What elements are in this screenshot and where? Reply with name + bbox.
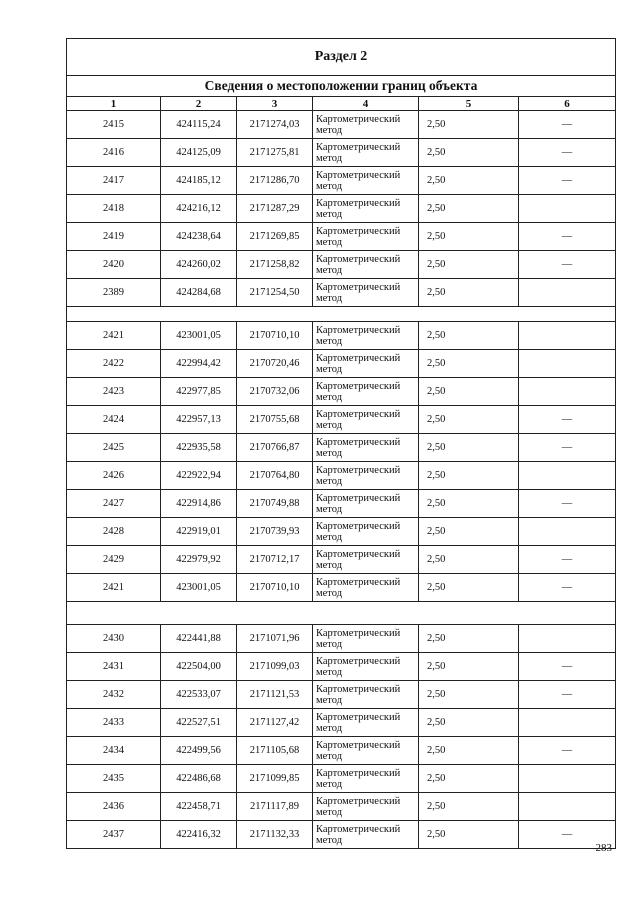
x-coordinate-cell: 424238,64 (161, 223, 237, 251)
column-6-cell: — (519, 434, 616, 462)
point-number-cell: 2389 (67, 279, 161, 307)
document-sheet (66, 38, 615, 849)
accuracy-cell: 2,50 (419, 765, 519, 793)
method-cell: Картометрический метод (313, 821, 419, 849)
method-cell: Картометрический метод (313, 167, 419, 195)
y-coordinate-cell: 2171258,82 (237, 251, 313, 279)
method-cell: Картометрический метод (313, 322, 419, 350)
x-coordinate-cell: 422527,51 (161, 709, 237, 737)
column-header: 4 (313, 97, 419, 111)
x-coordinate-cell: 422441,88 (161, 625, 237, 653)
accuracy-cell: 2,50 (419, 378, 519, 406)
x-coordinate-cell: 422486,68 (161, 765, 237, 793)
column-6-cell: — (519, 546, 616, 574)
x-coordinate-cell: 422914,86 (161, 490, 237, 518)
y-coordinate-cell: 2170755,68 (237, 406, 313, 434)
point-number-cell: 2425 (67, 434, 161, 462)
table-row (67, 251, 616, 279)
y-coordinate-cell: 2171274,03 (237, 111, 313, 139)
column-header: 2 (161, 97, 237, 111)
method-cell: Картометрический метод (313, 709, 419, 737)
y-coordinate-cell: 2171099,85 (237, 765, 313, 793)
accuracy-cell: 2,50 (419, 195, 519, 223)
x-coordinate-cell: 424284,68 (161, 279, 237, 307)
method-cell: Картометрический метод (313, 793, 419, 821)
method-cell: Картометрический метод (313, 737, 419, 765)
table-row (67, 279, 616, 307)
x-coordinate-cell: 422533,07 (161, 681, 237, 709)
page-number: 283 (595, 842, 612, 854)
point-number-cell: 2429 (67, 546, 161, 574)
y-coordinate-cell: 2171117,89 (237, 793, 313, 821)
column-6-cell (519, 322, 616, 350)
method-cell: Картометрический метод (313, 625, 419, 653)
point-number-cell: 2424 (67, 406, 161, 434)
table-row (67, 462, 616, 490)
x-coordinate-cell: 424185,12 (161, 167, 237, 195)
method-cell: Картометрический метод (313, 279, 419, 307)
accuracy-cell: 2,50 (419, 681, 519, 709)
point-number-cell: 2416 (67, 139, 161, 167)
column-header: 1 (67, 97, 161, 111)
point-number-cell: 2428 (67, 518, 161, 546)
accuracy-cell: 2,50 (419, 279, 519, 307)
column-6-cell: — (519, 681, 616, 709)
y-coordinate-cell: 2170749,88 (237, 490, 313, 518)
column-6-cell: — (519, 139, 616, 167)
y-coordinate-cell: 2171127,42 (237, 709, 313, 737)
y-coordinate-cell: 2170720,46 (237, 350, 313, 378)
point-number-cell: 2420 (67, 251, 161, 279)
table-row (67, 111, 616, 139)
column-header: 3 (237, 97, 313, 111)
y-coordinate-cell: 2171099,03 (237, 653, 313, 681)
column-6-cell (519, 279, 616, 307)
point-number-cell: 2434 (67, 737, 161, 765)
method-cell: Картометрический метод (313, 251, 419, 279)
table-row (67, 574, 616, 602)
separator-cell (67, 602, 616, 625)
boundary-table (66, 38, 616, 849)
x-coordinate-cell: 424216,12 (161, 195, 237, 223)
method-cell: Картометрический метод (313, 195, 419, 223)
accuracy-cell: 2,50 (419, 139, 519, 167)
method-cell: Картометрический метод (313, 546, 419, 574)
x-coordinate-cell: 422935,58 (161, 434, 237, 462)
column-6-cell (519, 195, 616, 223)
column-6-cell: — (519, 653, 616, 681)
x-coordinate-cell: 424260,02 (161, 251, 237, 279)
accuracy-cell: 2,50 (419, 546, 519, 574)
column-6-cell: — (519, 223, 616, 251)
table-row (67, 546, 616, 574)
x-coordinate-cell: 422977,85 (161, 378, 237, 406)
point-number-cell: 2437 (67, 821, 161, 849)
column-6-cell: — (519, 167, 616, 195)
accuracy-cell: 2,50 (419, 793, 519, 821)
y-coordinate-cell: 2170739,93 (237, 518, 313, 546)
x-coordinate-cell: 424115,24 (161, 111, 237, 139)
y-coordinate-cell: 2171275,81 (237, 139, 313, 167)
column-6-cell: — (519, 574, 616, 602)
accuracy-cell: 2,50 (419, 223, 519, 251)
x-coordinate-cell: 423001,05 (161, 574, 237, 602)
column-6-cell: — (519, 821, 616, 849)
y-coordinate-cell: 2171287,29 (237, 195, 313, 223)
accuracy-cell: 2,50 (419, 434, 519, 462)
table-row (67, 681, 616, 709)
accuracy-cell: 2,50 (419, 406, 519, 434)
method-cell: Картометрический метод (313, 490, 419, 518)
column-6-cell (519, 350, 616, 378)
point-number-cell: 2430 (67, 625, 161, 653)
table-row (67, 139, 616, 167)
y-coordinate-cell: 2171071,96 (237, 625, 313, 653)
column-6-cell (519, 765, 616, 793)
accuracy-cell: 2,50 (419, 518, 519, 546)
table-row (67, 821, 616, 849)
y-coordinate-cell: 2171132,33 (237, 821, 313, 849)
point-number-cell: 2418 (67, 195, 161, 223)
x-coordinate-cell: 422957,13 (161, 406, 237, 434)
accuracy-cell: 2,50 (419, 709, 519, 737)
x-coordinate-cell: 422919,01 (161, 518, 237, 546)
table-row (67, 167, 616, 195)
x-coordinate-cell: 422504,00 (161, 653, 237, 681)
y-coordinate-cell: 2170732,06 (237, 378, 313, 406)
method-cell: Картометрический метод (313, 681, 419, 709)
column-6-cell: — (519, 406, 616, 434)
method-cell: Картометрический метод (313, 111, 419, 139)
method-cell: Картометрический метод (313, 378, 419, 406)
point-number-cell: 2435 (67, 765, 161, 793)
table-subtitle: Сведения о местоположении границ объекта (67, 76, 616, 97)
table-row (67, 322, 616, 350)
y-coordinate-cell: 2170764,80 (237, 462, 313, 490)
accuracy-cell: 2,50 (419, 737, 519, 765)
x-coordinate-cell: 422979,92 (161, 546, 237, 574)
accuracy-cell: 2,50 (419, 625, 519, 653)
y-coordinate-cell: 2171286,70 (237, 167, 313, 195)
column-header: 6 (519, 97, 616, 111)
accuracy-cell: 2,50 (419, 462, 519, 490)
point-number-cell: 2432 (67, 681, 161, 709)
x-coordinate-cell: 422416,32 (161, 821, 237, 849)
x-coordinate-cell: 422922,94 (161, 462, 237, 490)
column-header-row (67, 97, 616, 111)
y-coordinate-cell: 2170766,87 (237, 434, 313, 462)
table-row (67, 518, 616, 546)
accuracy-cell: 2,50 (419, 490, 519, 518)
table-row (67, 434, 616, 462)
table-row (67, 406, 616, 434)
point-number-cell: 2423 (67, 378, 161, 406)
table-row (67, 737, 616, 765)
x-coordinate-cell: 423001,05 (161, 322, 237, 350)
point-number-cell: 2436 (67, 793, 161, 821)
column-6-cell (519, 518, 616, 546)
point-number-cell: 2433 (67, 709, 161, 737)
point-number-cell: 2426 (67, 462, 161, 490)
table-row (67, 490, 616, 518)
column-6-cell (519, 709, 616, 737)
y-coordinate-cell: 2171105,68 (237, 737, 313, 765)
accuracy-cell: 2,50 (419, 111, 519, 139)
accuracy-cell: 2,50 (419, 251, 519, 279)
method-cell: Картометрический метод (313, 462, 419, 490)
column-6-cell (519, 625, 616, 653)
separator-cell (67, 307, 616, 322)
method-cell: Картометрический метод (313, 765, 419, 793)
x-coordinate-cell: 422499,56 (161, 737, 237, 765)
x-coordinate-cell: 422458,71 (161, 793, 237, 821)
column-6-cell: — (519, 737, 616, 765)
accuracy-cell: 2,50 (419, 350, 519, 378)
method-cell: Картометрический метод (313, 406, 419, 434)
accuracy-cell: 2,50 (419, 167, 519, 195)
column-6-cell: — (519, 111, 616, 139)
y-coordinate-cell: 2170710,10 (237, 574, 313, 602)
column-6-cell: — (519, 490, 616, 518)
table-row (67, 793, 616, 821)
method-cell: Картометрический метод (313, 139, 419, 167)
table-row (67, 653, 616, 681)
point-number-cell: 2415 (67, 111, 161, 139)
method-cell: Картометрический метод (313, 653, 419, 681)
x-coordinate-cell: 422994,42 (161, 350, 237, 378)
accuracy-cell: 2,50 (419, 322, 519, 350)
table-row (67, 195, 616, 223)
y-coordinate-cell: 2171254,50 (237, 279, 313, 307)
y-coordinate-cell: 2171269,85 (237, 223, 313, 251)
accuracy-cell: 2,50 (419, 653, 519, 681)
y-coordinate-cell: 2170712,17 (237, 546, 313, 574)
group-separator (67, 602, 616, 625)
method-cell: Картометрический метод (313, 223, 419, 251)
point-number-cell: 2419 (67, 223, 161, 251)
table-row (67, 625, 616, 653)
table-row (67, 709, 616, 737)
section-title: Раздел 2 (67, 39, 616, 76)
point-number-cell: 2422 (67, 350, 161, 378)
accuracy-cell: 2,50 (419, 574, 519, 602)
method-cell: Картометрический метод (313, 574, 419, 602)
column-6-cell (519, 793, 616, 821)
table-row (67, 350, 616, 378)
method-cell: Картометрический метод (313, 434, 419, 462)
point-number-cell: 2431 (67, 653, 161, 681)
point-number-cell: 2421 (67, 574, 161, 602)
table-row (67, 223, 616, 251)
point-number-cell: 2421 (67, 322, 161, 350)
column-header: 5 (419, 97, 519, 111)
column-6-cell: — (519, 251, 616, 279)
method-cell: Картометрический метод (313, 518, 419, 546)
point-number-cell: 2427 (67, 490, 161, 518)
group-separator (67, 307, 616, 322)
y-coordinate-cell: 2170710,10 (237, 322, 313, 350)
y-coordinate-cell: 2171121,53 (237, 681, 313, 709)
column-6-cell (519, 462, 616, 490)
table-row (67, 378, 616, 406)
method-cell: Картометрический метод (313, 350, 419, 378)
column-6-cell (519, 378, 616, 406)
table-row (67, 765, 616, 793)
accuracy-cell: 2,50 (419, 821, 519, 849)
x-coordinate-cell: 424125,09 (161, 139, 237, 167)
point-number-cell: 2417 (67, 167, 161, 195)
